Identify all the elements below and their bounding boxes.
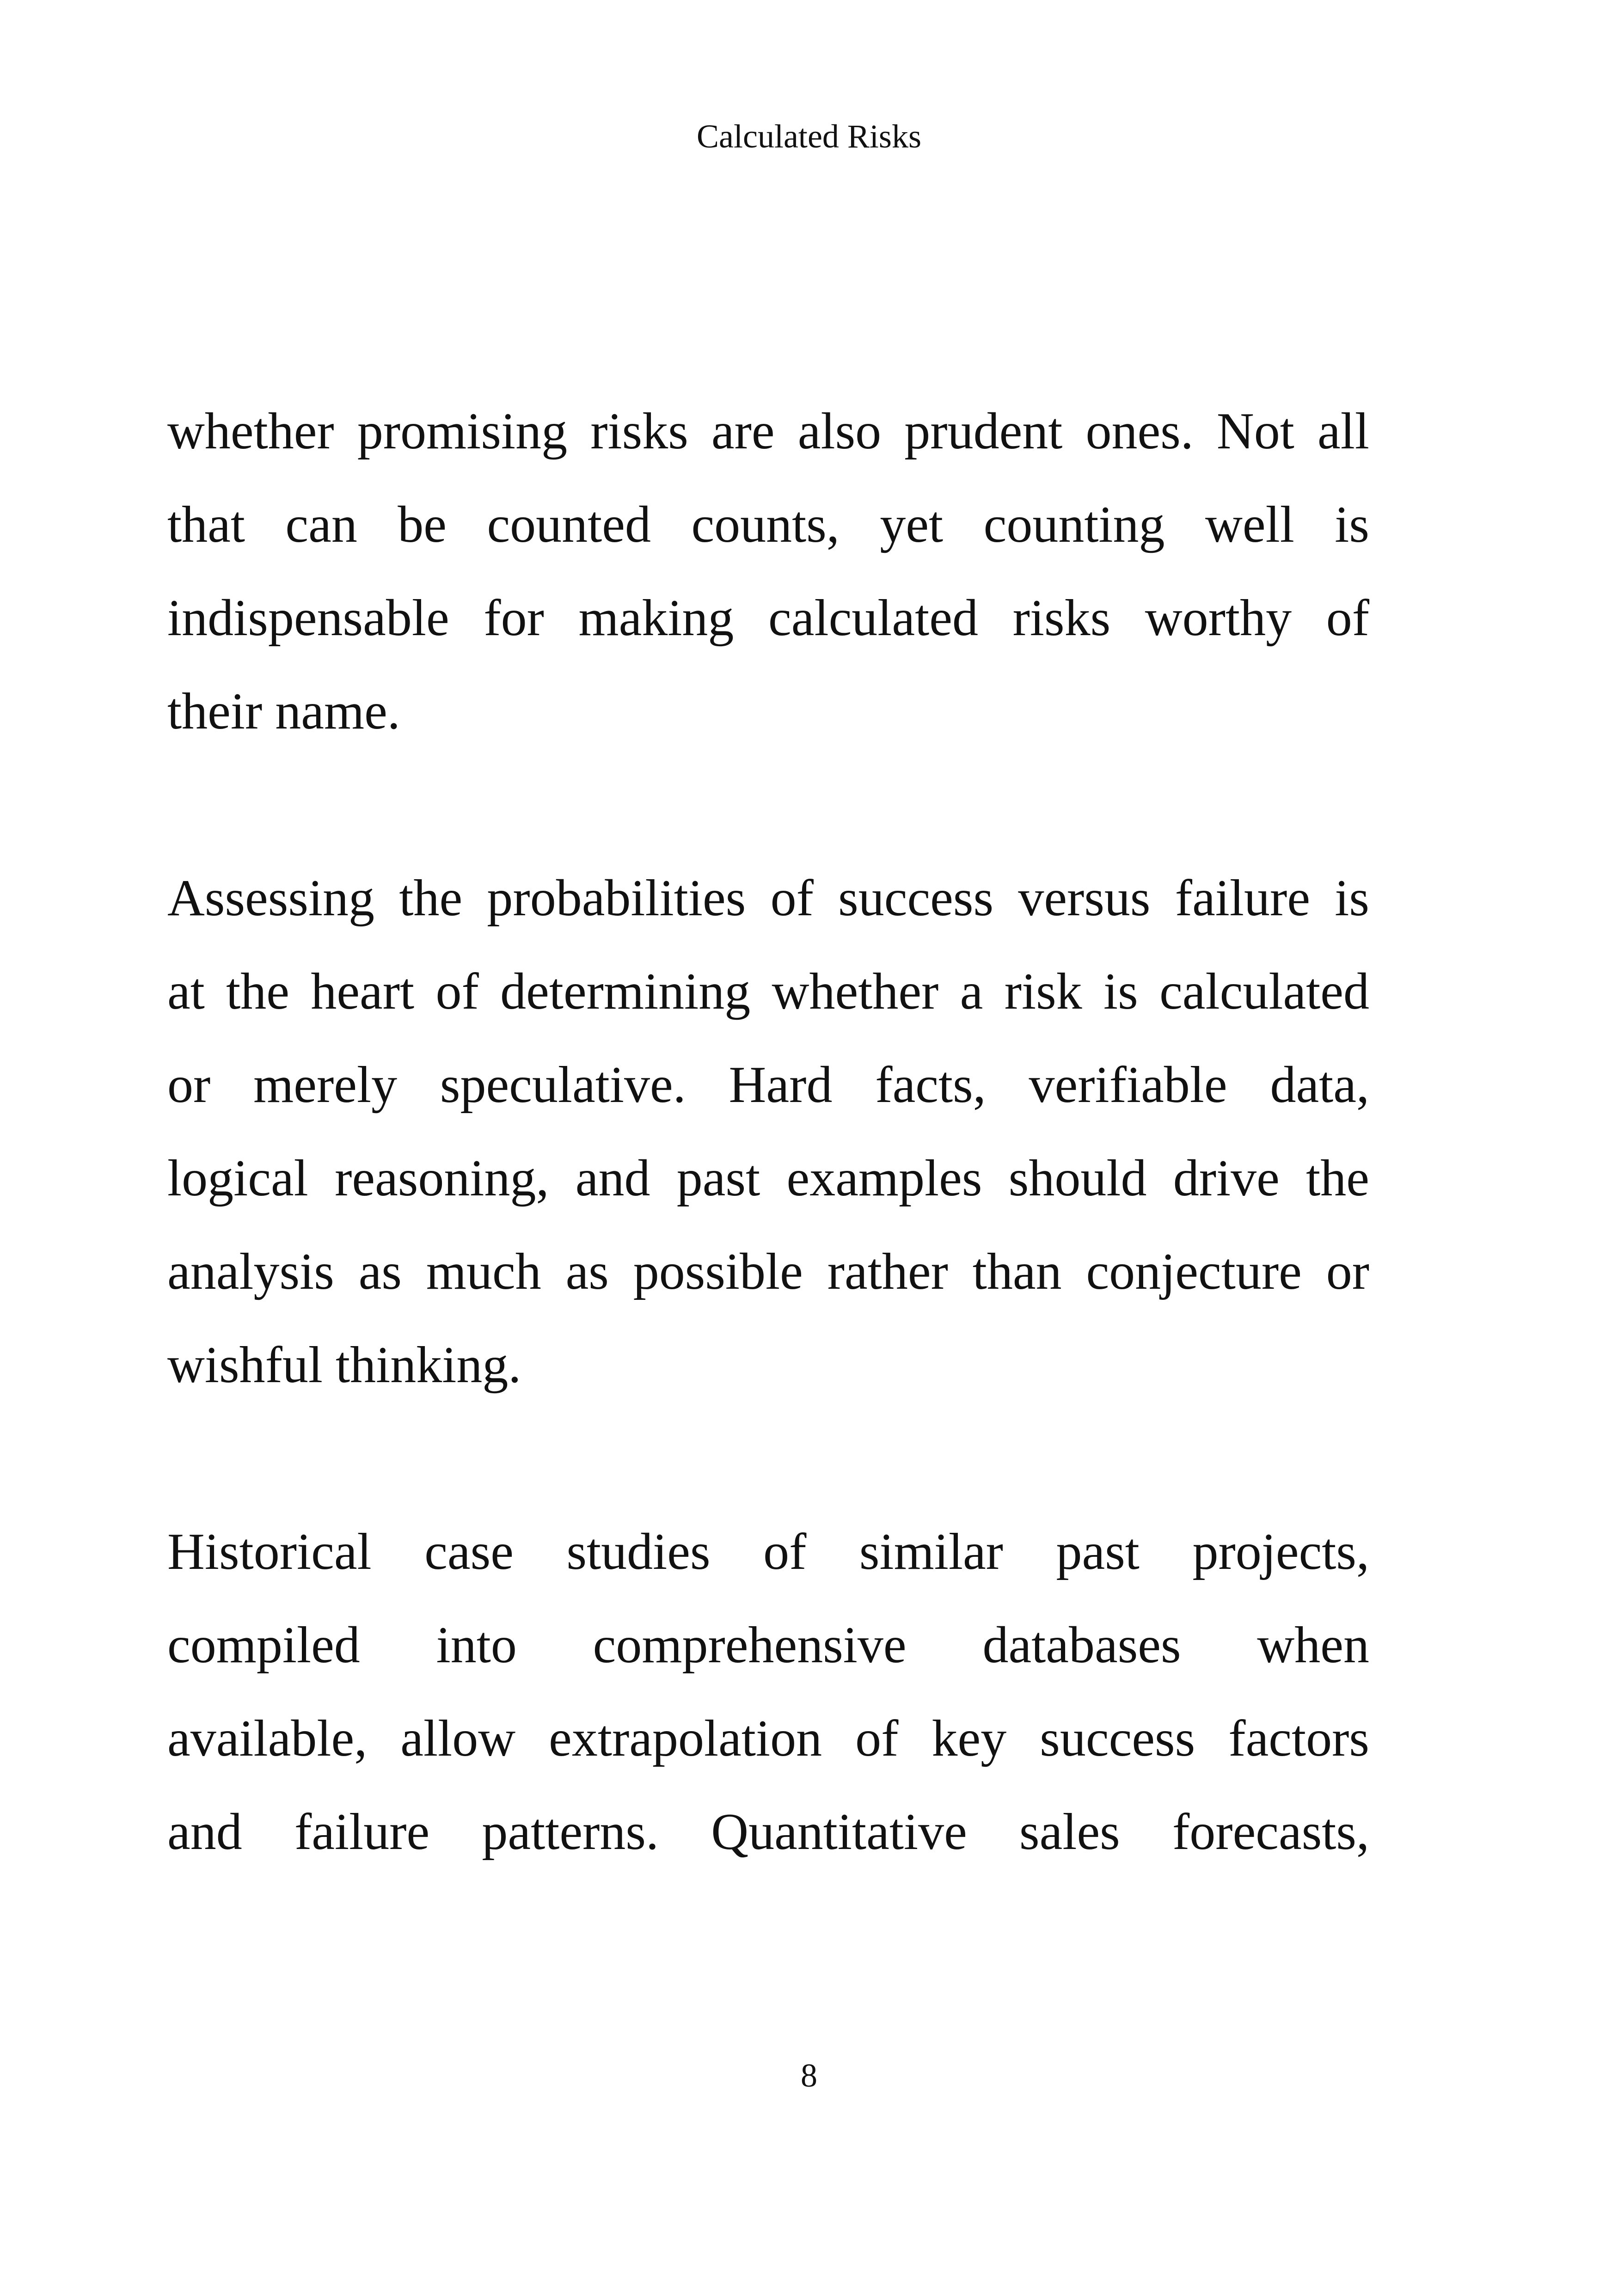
page-number: 8 bbox=[801, 2057, 817, 2094]
text-line: or merely speculative. Hard facts, verifiable data, bbox=[167, 1056, 1369, 1114]
text-line: logical reasoning, and past examples should drive the bbox=[167, 1150, 1369, 1207]
text-line: available, allow extrapolation of key success factors bbox=[167, 1710, 1369, 1767]
text-line: Assessing the probabilities of success versus failure is bbox=[167, 869, 1369, 927]
running-header: Calculated Risks bbox=[697, 118, 921, 155]
paragraph bbox=[167, 851, 1369, 1412]
text-line: whether promising risks are also prudent ones. Not all bbox=[167, 403, 1369, 460]
text-line: wishful thinking. bbox=[167, 1336, 521, 1394]
body-text bbox=[167, 385, 1369, 1879]
text-line: analysis as much as possible rather than conjecture or bbox=[167, 1243, 1369, 1300]
text-line: their name. bbox=[167, 683, 400, 740]
text-line: and failure patterns. Quantitative sales forecasts, bbox=[167, 1803, 1369, 1861]
paragraph bbox=[167, 385, 1369, 758]
paragraph bbox=[167, 1505, 1369, 1879]
text-line: compiled into comprehensive databases when bbox=[167, 1616, 1369, 1674]
paragraph-gap bbox=[167, 758, 1369, 851]
text-line: that can be counted counts, yet counting well is bbox=[167, 496, 1369, 553]
text-line: indispensable for making calculated risks worthy of bbox=[167, 589, 1369, 647]
text-line: Historical case studies of similar past projects, bbox=[167, 1523, 1369, 1580]
paragraph-gap bbox=[167, 1412, 1369, 1505]
text-line: at the heart of determining whether a risk is calculated bbox=[167, 963, 1369, 1020]
